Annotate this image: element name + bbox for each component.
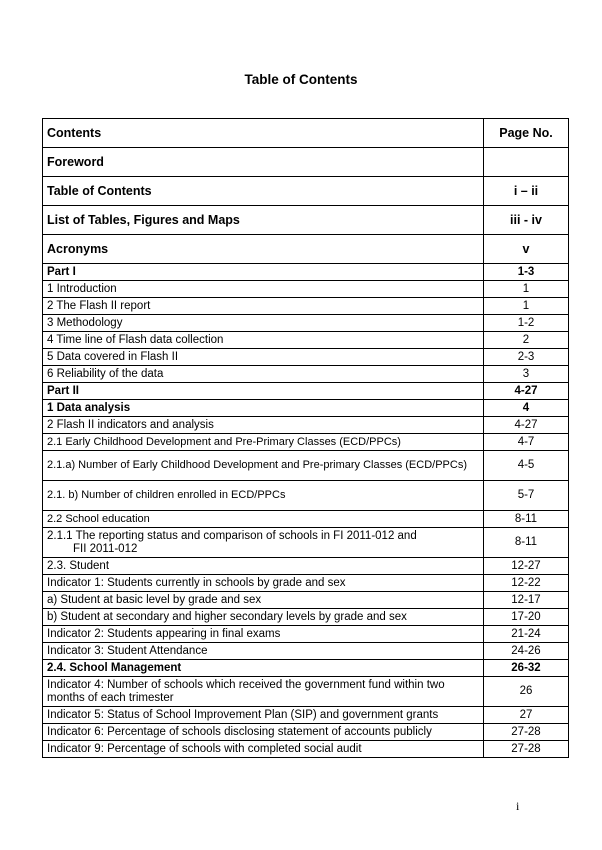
toc-row (43, 558, 569, 575)
toc-row (43, 235, 569, 264)
toc-entry-label (43, 677, 484, 707)
toc-entry-text: 2.1.a) Number of Early Childhood Development and Pre-primary Classes (ECD/PPCs) (47, 459, 467, 471)
page-title: Table of Contents (244, 72, 358, 87)
toc-entry-page: 2 (484, 332, 569, 349)
toc-entry-label (43, 434, 484, 451)
toc-entry-text: Acronyms (47, 241, 109, 256)
toc-entry-label (43, 315, 484, 332)
toc-entry-page: 4 (484, 400, 569, 417)
toc-entry-text-continued: FII 2011-012 (73, 542, 138, 555)
toc-row (43, 177, 569, 206)
toc-entry-page: 3 (484, 366, 569, 383)
toc-row (43, 660, 569, 677)
toc-entry-label (43, 417, 484, 434)
toc-entry-text: Indicator 2: Students appearing in final exams (47, 627, 281, 640)
toc-entry-page: 1 (484, 281, 569, 298)
toc-entry-text: Indicator 4: Number of schools which received the government fund within two months of each trimester (47, 678, 445, 704)
toc-entry-text: 2.1.1 The reporting status and comparison of schools in FI 2011-012 and (47, 529, 417, 542)
toc-entry-page: 27 (484, 707, 569, 724)
toc-row (43, 383, 569, 400)
toc-entry-label (43, 298, 484, 315)
toc-entry-text: Indicator 5: Status of School Improvement Plan (SIP) and government grants (47, 708, 439, 721)
toc-entry-text: Indicator 6: Percentage of schools disclosing statement of accounts publicly (47, 725, 432, 738)
toc-entry-label (43, 383, 484, 400)
toc-row (43, 298, 569, 315)
toc-entry-text: 3 Methodology (47, 316, 123, 329)
toc-row (43, 592, 569, 609)
toc-entry-page: 17-20 (484, 609, 569, 626)
toc-entry-label (43, 451, 484, 481)
toc-row (43, 332, 569, 349)
toc-entry-text: 2.2 School education (47, 512, 150, 525)
toc-entry-text: 1 Data analysis (47, 401, 131, 414)
toc-entry-text: Part II (47, 384, 79, 397)
toc-entry-page: 5-7 (484, 481, 569, 511)
toc-entry-page: 8-11 (484, 511, 569, 528)
toc-entry-page: 24-26 (484, 643, 569, 660)
toc-entry-text: Part I (47, 265, 76, 278)
toc-entry-label (43, 626, 484, 643)
page-number: i (516, 799, 520, 813)
toc-entry-label (43, 609, 484, 626)
toc-entry-page: 4-27 (484, 383, 569, 400)
toc-row (43, 626, 569, 643)
toc-entry-label (43, 575, 484, 592)
toc-entry-text: 2.3. Student (47, 559, 110, 572)
toc-entry-page: v (484, 235, 569, 264)
toc-entry-text: 6 Reliability of the data (47, 367, 164, 380)
toc-entry-label (43, 707, 484, 724)
toc-entry-page: 4-27 (484, 417, 569, 434)
toc-row (43, 741, 569, 758)
toc-row (43, 148, 569, 177)
toc-entry-text: 2.4. School Management (47, 661, 182, 674)
toc-row (43, 281, 569, 298)
toc-row (43, 724, 569, 741)
toc-entry-label (43, 366, 484, 383)
toc-entry-text: Table of Contents (47, 183, 152, 198)
toc-entry-label (43, 481, 484, 511)
toc-entry-label (43, 206, 484, 235)
toc-entry-text: 4 Time line of Flash data collection (47, 333, 224, 346)
toc-entry-label (43, 643, 484, 660)
toc-entry-page (484, 148, 569, 177)
toc-entry-label (43, 511, 484, 528)
toc-entry-label (43, 235, 484, 264)
toc-row (43, 434, 569, 451)
toc-entry-text: Foreword (47, 154, 104, 169)
toc-entry-label (43, 264, 484, 281)
toc-entry-text: 2 Flash II indicators and analysis (47, 418, 214, 431)
toc-row (43, 451, 569, 481)
toc-row (43, 349, 569, 366)
toc-entry-text: 2.1. b) Number of children enrolled in ECD/PPCs (47, 489, 286, 501)
toc-entry-label (43, 558, 484, 575)
toc-row (43, 264, 569, 281)
toc-entry-label (43, 724, 484, 741)
toc-entry-page: 26-32 (484, 660, 569, 677)
toc-row (43, 707, 569, 724)
toc-entry-label (43, 660, 484, 677)
toc-row (43, 206, 569, 235)
toc-row (43, 643, 569, 660)
toc-entry-page: 8-11 (484, 528, 569, 558)
toc-row (43, 528, 569, 558)
toc-entry-text: b) Student at secondary and higher secondary levels by grade and sex (47, 610, 407, 623)
toc-entry-label (43, 741, 484, 758)
toc-entry-page: 1-3 (484, 264, 569, 281)
toc-entry-text: 2 The Flash II report (47, 299, 151, 312)
toc-row (43, 315, 569, 332)
toc-entry-text: 5 Data covered in Flash II (47, 350, 179, 363)
page-no-header: Page No. (484, 119, 569, 148)
toc-entry-page: iii - iv (484, 206, 569, 235)
toc-entry-page: 12-27 (484, 558, 569, 575)
toc-entry-page: 12-17 (484, 592, 569, 609)
toc-entry-label (43, 177, 484, 206)
toc-entry-page: i – ii (484, 177, 569, 206)
toc-entry-page: 4-7 (484, 434, 569, 451)
toc-row (43, 366, 569, 383)
toc-table (42, 118, 569, 758)
toc-body (43, 119, 569, 758)
toc-row (43, 677, 569, 707)
toc-entry-page: 21-24 (484, 626, 569, 643)
toc-entry-text: a) Student at basic level by grade and sex (47, 593, 262, 606)
toc-entry-label (43, 148, 484, 177)
toc-row (43, 400, 569, 417)
toc-entry-text: 1 Introduction (47, 282, 117, 295)
toc-entry-label (43, 400, 484, 417)
toc-entry-page: 1 (484, 298, 569, 315)
toc-entry-label (43, 592, 484, 609)
toc-entry-page: 27-28 (484, 724, 569, 741)
toc-entry-label (43, 349, 484, 366)
toc-row (43, 481, 569, 511)
toc-entry-text: Indicator 9: Percentage of schools with completed social audit (47, 742, 362, 755)
toc-row (43, 609, 569, 626)
toc-entry-page: 27-28 (484, 741, 569, 758)
toc-entry-page: 26 (484, 677, 569, 707)
toc-entry-label (43, 281, 484, 298)
toc-entry-page: 12-22 (484, 575, 569, 592)
toc-row (43, 417, 569, 434)
toc-entry-page: 1-2 (484, 315, 569, 332)
toc-entry-label (43, 332, 484, 349)
toc-entry-text: Indicator 3: Student Attendance (47, 644, 208, 657)
toc-entry-text: Indicator 1: Students currently in schools by grade and sex (47, 576, 346, 589)
toc-entry-text: List of Tables, Figures and Maps (47, 212, 240, 227)
toc-header-row (43, 119, 569, 148)
toc-row (43, 511, 569, 528)
toc-entry-page: 2-3 (484, 349, 569, 366)
toc-entry-page: 4-5 (484, 451, 569, 481)
toc-entry-text: 2.1 Early Childhood Development and Pre-Primary Classes (ECD/PPCs) (47, 435, 401, 448)
toc-row (43, 575, 569, 592)
toc-entry-label (43, 528, 484, 558)
contents-header: Contents (43, 119, 484, 148)
